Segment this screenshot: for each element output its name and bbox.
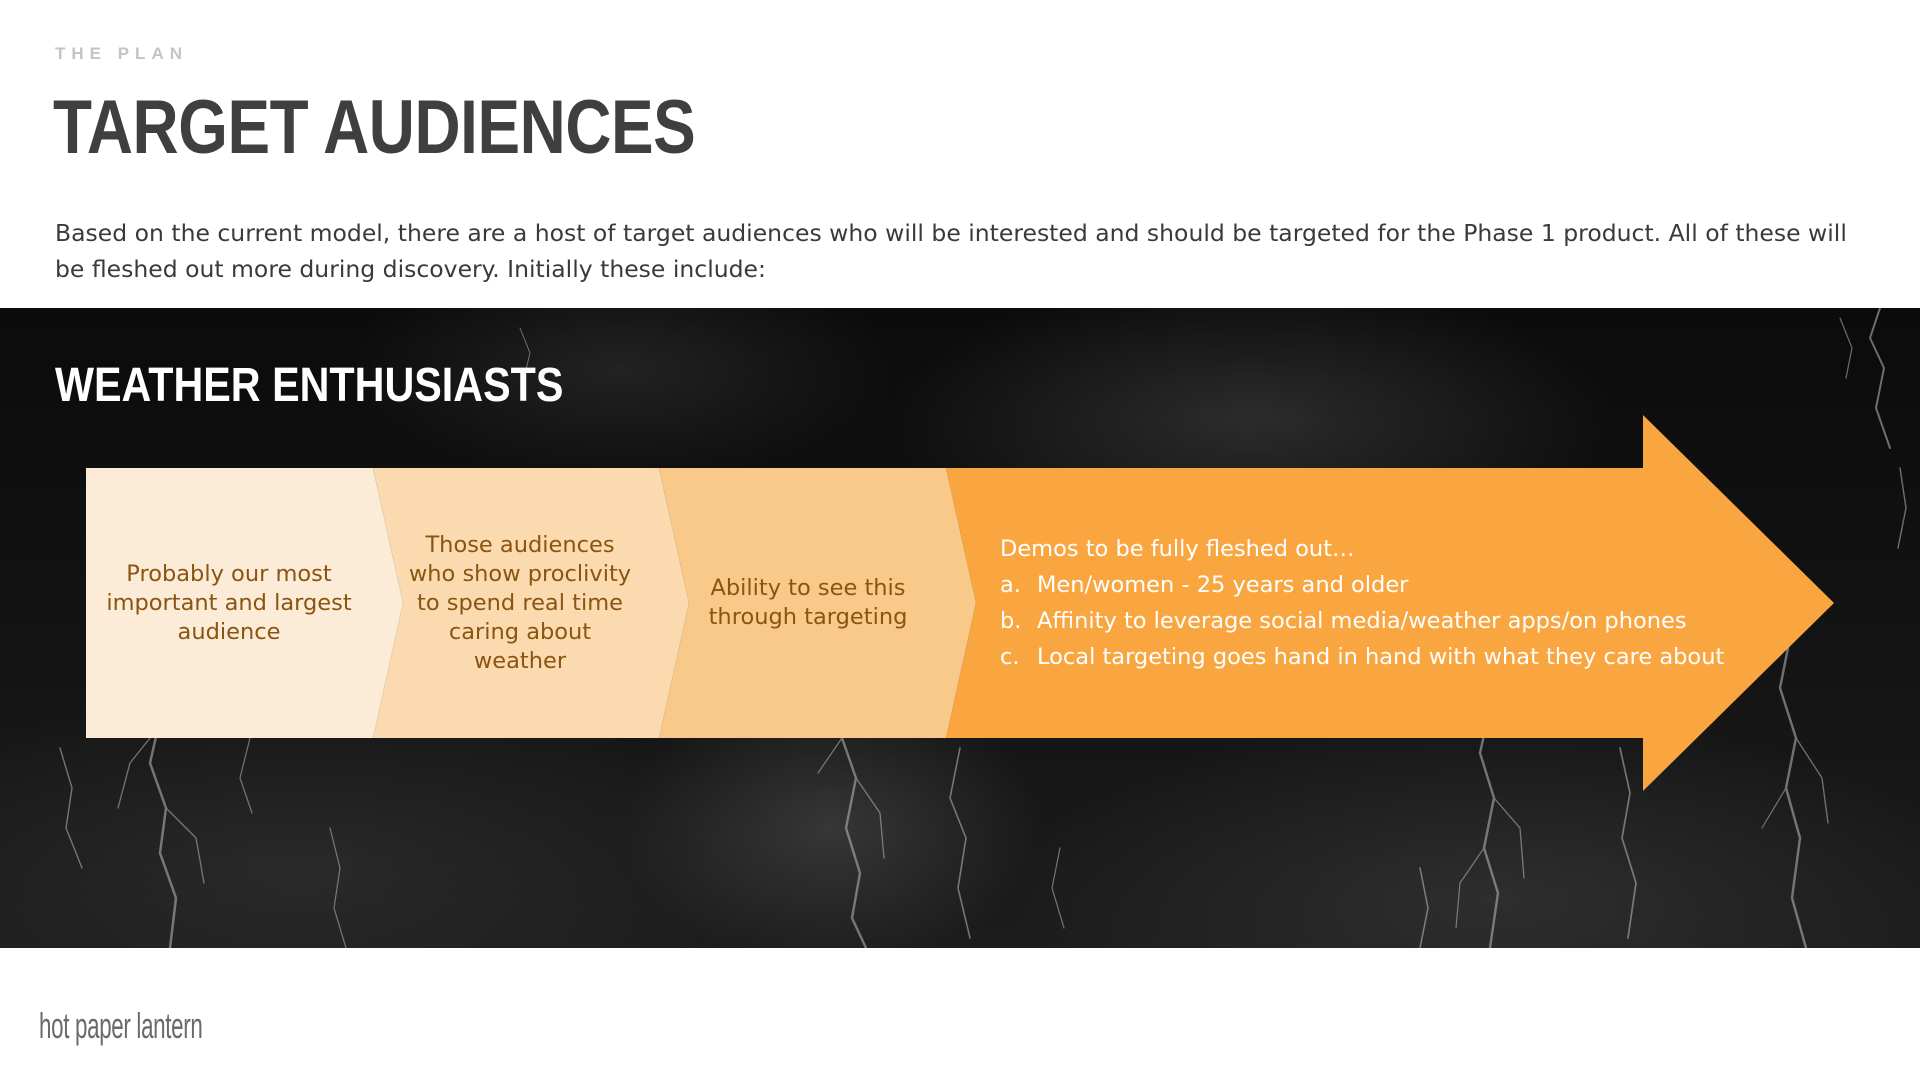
page-title: TARGET AUDIENCES <box>53 85 696 170</box>
section-title: WEATHER ENTHUSIASTS <box>55 359 564 412</box>
list-item-text: Local targeting goes hand in hand with what they care about <box>1037 644 1725 670</box>
list-item <box>1000 603 1760 639</box>
list-marker: b. <box>1000 608 1022 634</box>
brand-logo: hot paper lantern <box>39 1005 203 1046</box>
list-item <box>1000 639 1760 675</box>
list-marker: c. <box>1000 644 1020 670</box>
list-item-text: Affinity to leverage social media/weather apps/on phones <box>1037 608 1687 634</box>
demos-intro: Demos to be fully fleshed out… <box>1000 536 1355 562</box>
list-item <box>1000 567 1760 603</box>
list-marker: a. <box>1000 572 1021 598</box>
segment-1-text: Probably our most important and largest audience <box>106 560 352 645</box>
intro-paragraph: Based on the current model, there are a host of target audiences who will be interested and should be targeted for the Phase 1 product. All of these will be fleshed out more during discovery. Initially these include: <box>55 219 1847 283</box>
segment-3-text: Ability to see this through targeting <box>708 575 908 630</box>
list-item-text: Men/women - 25 years and older <box>1037 572 1409 598</box>
demos-block <box>1000 531 1760 675</box>
section-eyebrow: THE PLAN <box>55 44 188 63</box>
segment-2-text: Those audiences who show proclivity to spend real time caring about weather <box>408 531 632 674</box>
demos-list <box>1000 567 1760 675</box>
weather-band <box>0 308 1920 948</box>
